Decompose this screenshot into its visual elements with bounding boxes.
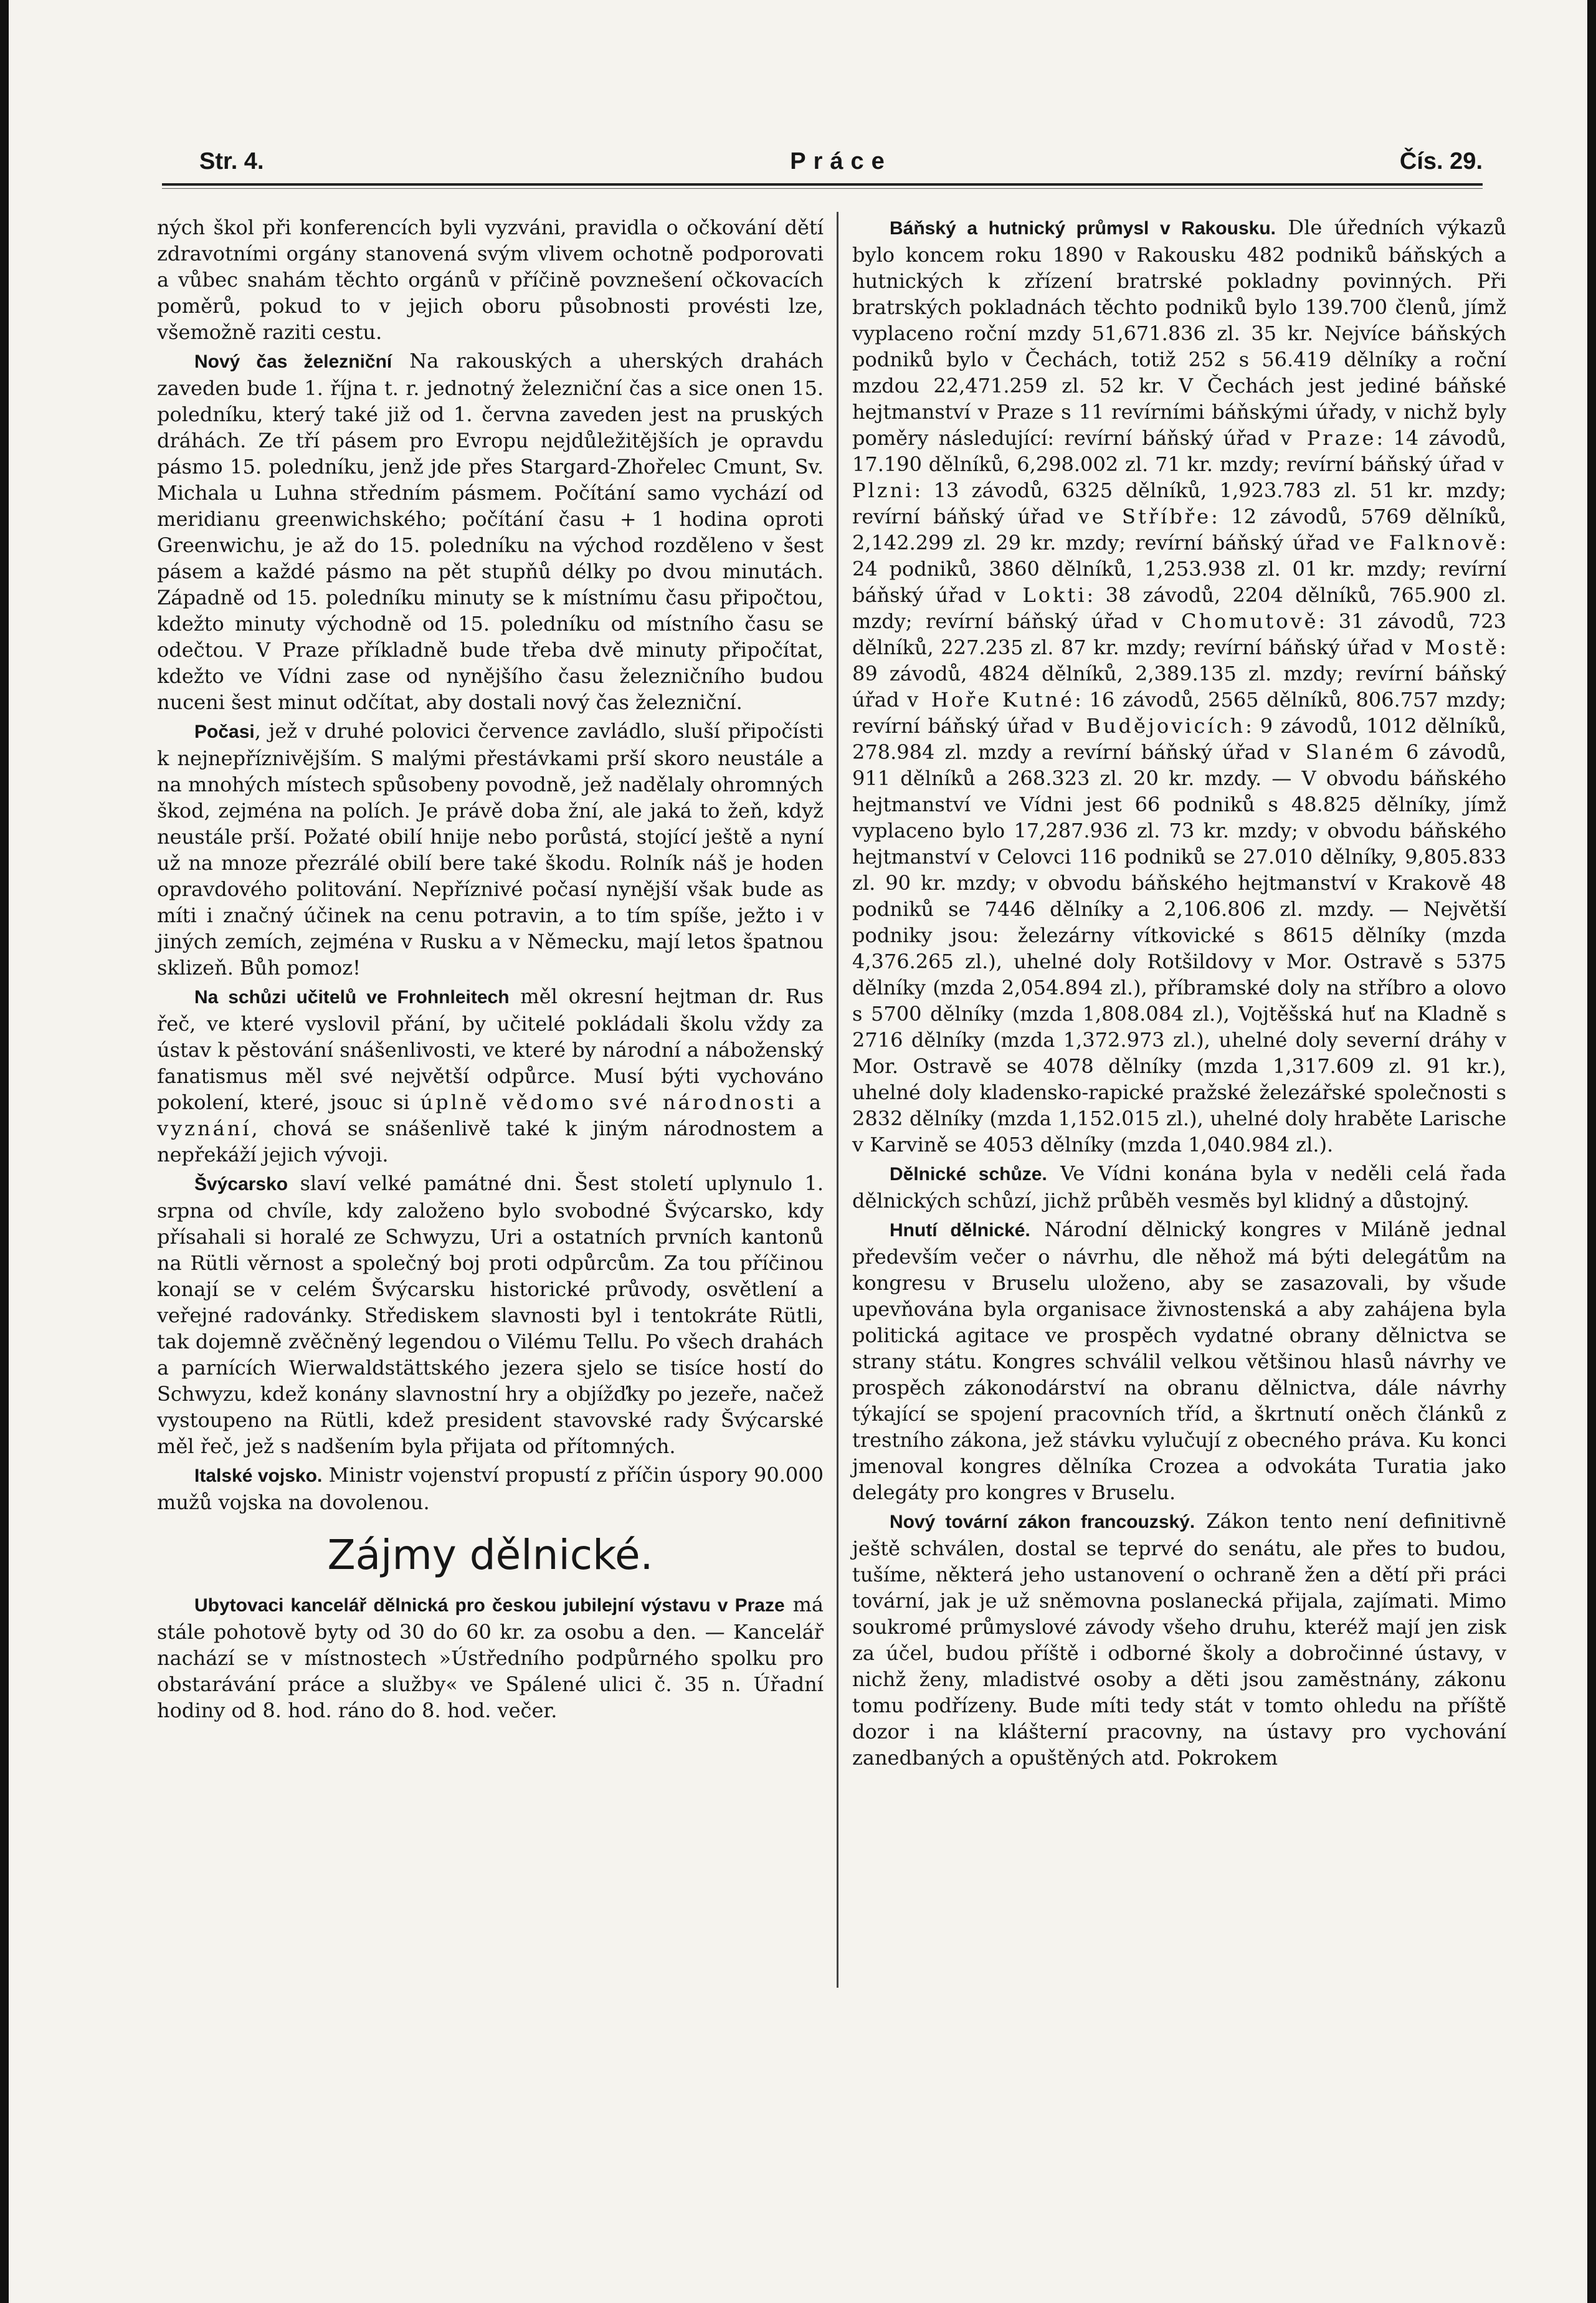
page-number: Str. 4. bbox=[199, 148, 264, 174]
headline: Počasi bbox=[194, 722, 255, 742]
article-italian-army: Italské vojsko. Ministr vojenství propustí z příčin úspory 90.000 mužů vojska na dovolenou. bbox=[157, 1463, 824, 1514]
column-separator bbox=[837, 212, 838, 1988]
right-column bbox=[852, 214, 1506, 1773]
article-teachers-meeting: Na schůzi učitelů ve Frohnleitech měl okresní hejtman dr. Rus řeč, ve které vyslovil přání, by učitelé pokládali školu vždy za ústav k pěstování snášenlivosti, ve které by národní a náboženský fanatismus měl své největší odpůrce. Musí býti vychováno pokolení, které, jsouc si úplně vědomo své národnosti a vyznání, chová se snášenlivě také k jiným národnostem a nepřekáží jejich vývoji. bbox=[157, 985, 824, 1166]
article-accommodation-office: Ubytovaci kancelář dělnická pro českou jubilejní výstavu v Praze má stále pohotově byty od 30 do 60 kr. za osobu a den. — Kancelář nachází se v místnostech »Ústředního podpůrného spolku pro obstarávání práce a služby« ve Spálené ulici č. 35 n. Úřadní hodiny od 8. hod. ráno do 8. hod. večer. bbox=[157, 1593, 824, 1722]
headline: Švýcarsko bbox=[194, 1174, 288, 1194]
article-railway-time: Nový čas železniční Na rakouských a uherských drahách zaveden bude 1. října t. r. jednotný železniční čas a sice onen 15. poledníku, který také již od 1. června zaveden jest na pruských dráhách. Ze tří pásem pro Evropu nejdůležitějších je opravdu pásmo 15. poledníku, jenž jde přes Stargard-Zhořelec Cmunt, Sv. Michala u Luhna středním pásmem. Počítání samo vychází od meridianu greenwichského; počítání času + 1 hodina oproti Greenwichu, je až do 15. poledníku na východ rozděleno v šest pásem a každé pásmo na pět stupňů délky po dvou minutách. Západně od 15. poledníku minuty se k místnímu času připočtou, kdežto minuty východně od 15. poledníku od místního času se odečtou. V Praze příkladně bude třeba dvě minuty připočítat, kdežto ve Vídni zase od nynějšího času železničního budou nuceni šest minut odčítat, aby dostali nový čas železniční. bbox=[157, 349, 824, 714]
headline: Nový čas železniční bbox=[194, 351, 392, 372]
article-workers-meetings: Dělnické schůze. Ve Vídni konána byla v neděli celá řada dělnických schůzí, jichž průběh vesměs byl klidný a důstojný. bbox=[852, 1161, 1507, 1213]
article-weather: Počasi, jež v druhé polovici července zavládlo, sluší připočísti k nejnepříznivějším. S malými přestávkami prší skoro neustále a na mnohých místech spůsobeny povodně, jež nadělaly ohromných škod, zejména na polích. Je právě doba žní, ale jaká to žeň, když neustále prší. Požaté obilí hnije nebo porůstá, stojící ještě a nyní už na mnoze přezrálé obilí bere také škodu. Rolník náš je hoden opravdového politování. Nepříznivé počasí nynější však bude as míti i značný účinek na cenu potravin, a to tím spíše, ježto i v jiných zemích, zejména v Rusku a v Německu, mají letos špatnou sklizeň. Bůh pomoz! bbox=[157, 719, 824, 980]
headline: Hnutí dělnické. bbox=[890, 1220, 1030, 1241]
article-labour-movement: Hnutí dělnické. Národní dělnický kongres v Miláně jednal především večer o návrhu, dle něhož má býti delegátům na kongresu v Bruselu uloženo, aby se zasazovali, by všude upevňována byla organisace živnostenská a aby zahájena byla politická agitace ve prospěch vydatné obrany dělnictva se strany státu. Kongres schválil velkou většinou hlasů návrhy ve prospěch zákonodárství na obranu dělnictva, dále návrhy týkající se spojení pracovních tříd, a škrtnutí oněch článků z trestního zákona, jež stávku vylučují z obecného práva. Ku konci jmenoval kongres dělníka Crozea a odvokáta Turatia jako delegáty pro kongres v Bruselu. bbox=[852, 1218, 1507, 1504]
headline: Ubytovaci kancelář dělnická pro českou jubilejní výstavu v Praze bbox=[194, 1595, 785, 1616]
article-switzerland: Švýcarsko slaví velké památné dni. Šest století uplynulo 1. srpna od chvíle, kdy založeno bylo svobodné Švýcarsko, kdy přísahali si horalé ze Schwyzu, Uri a ostatních prvních kantonů na Rütli věrnost a společný boj proti odpůrcům. Za tou příčinou konají se v celém Švýcarsku historické průvody, osvětlení a veřejné radovánky. Střediskem slavnosti byl i tentokráte Rütli, tak dojemně zvěčněný legendou o Vilému Tellu. Po všech drahách a parnících Wierwaldstättského jezera sjelo se tisíce hostí do Schwyzu, kdež konány slavnostní hry a objížďky po jezeře, načež vystoupeno na Rütli, kdež president stavovské rady Švýcarské měl řeč, jež s nadšením byla přijata od přítomných. bbox=[157, 1171, 824, 1458]
header-rule-thin bbox=[162, 188, 1483, 189]
headline: Na schůzi učitelů ve Frohnleitech bbox=[194, 987, 510, 1008]
headline: Dělnické schůze. bbox=[890, 1164, 1047, 1185]
header-rule bbox=[162, 183, 1483, 186]
article-french-factory-law: Nový tovární zákon francouzský. Zákon tento není definitivně ještě schválen, dostal se teprvé do senátu, ale přes to budou, tušíme, některá jeho ustanovení o ochraně žen a dětí při práci tovární, jak je už sněmovna poslanecká přijala, zajímati. Mimo soukromé průmyslové závody všeho druhu, kteréž mají jen zisk za účel, budou příště i odborné školy a dobročinné ústavy, v nichž ženy, mladistvé osoby a děti jsou zaměstnány, zákonu tomu podřízeny. Bude míti tedy stát v tomto ohledu na příště dozor i na klášterní pracovny, na ústavy pro vychování zanedbaných a opuštěných atd. Pokrokem bbox=[852, 1509, 1506, 1770]
page-header bbox=[199, 148, 1483, 181]
section-title: Zájmy dělnické. bbox=[327, 1531, 653, 1579]
headline: Báňský a hutnický průmysl v Rakousku. bbox=[890, 218, 1276, 239]
article-mining-industry: Báňský a hutnický průmysl v Rakousku. Dle úředních výkazů bylo koncem roku 1890 v Rakousku 482 podniků báňských a hutnických k zřízení bratrské pokladny povinných. Při bratrských pokladnách těchto podniků bylo 139.700 členů, jímž vyplaceno roční mzdy 51,671.836 zl. 35 kr. Nejvíce báňských podniků bylo v Čechách, totiž 252 s 56.419 dělníky a roční mzdou 22,471.259 zl. 52 kr. V Čechách jest jediné báňské hejtmanství v Praze s 11 revírními báňskými úřady, v nichž byly poměry následující: revírní báňský úřad v Praze: 14 závodů, 17.190 dělníků, 6,298.002 zl. 71 kr. mzdy; revírní báňský úřad v Plzni: 13 závodů, 6325 dělníků, 1,923.783 zl. 51 kr. mzdy; revírní báňský úřad ve Stříbře: 12 závodů, 5769 dělníků, 2,142.299 zl. 29 kr. mzdy; revírní báňský úřad ve Falknově: 24 podniků, 3860 dělníků, 1,253.938 zl. 01 kr. mzdy; revírní báňský úřad v Lokti: 38 závodů, 2204 dělníků, 765.900 zl. mzdy; revírní báňský úřad v Chomutově: 31 závodů, 723 dělníků, 227.235 zl. 87 kr. mzdy; revírní báňský úřad v Mostě: 89 závodů, 4824 dělníků, 2,389.135 zl. mzdy; revírní báňský úřad v Hoře Kutné: 16 závodů, 2565 dělníků, 806.757 mzdy; revírní báňský úřad v Budějovicích: 9 závodů, 1012 dělníků, 278.984 zl. mzdy a revírní báňský úřad v Slaném 6 závodů, 911 dělníků a 268.323 zl. 20 kr. mzdy. — V obvodu báňského hejtmanství ve Vídni jest 66 podniků s 48.825 dělníky, jímž vyplaceno bylo 17,287.936 zl. 73 kr. mzdy; v obvodu báňského hejtmanství v Celovci 116 podniků se 27.010 dělníky, 9,805.833 zl. 90 kr. mzdy; v obvodu báňského hejtmanství v Krakově 48 podniků se 7446 dělníky a 2,106.806 zl. mzdy. — Největší podniky jsou: železárny vítkovické s 8615 dělníky (mzda 4,376.265 zl.), uhelné doly Rotšildovy v Mor. Ostravě s 5375 dělníky (mzda 2,054.894 zl.), příbramské doly na stříbro a olovo s 5700 dělníky (mzda 1,808.084 zl.), Vojtěšská huť na Kladně s 2716 dělníky (mzda 1,372.973 zl.), uhelné doly severní dráhy v Mor. Ostravě se 4078 dělníky (mzda 1,317.609 zl. 91 kr.), uhelné doly kladensko-rapické pražské železářské společnosti s 2832 dělníky (mzda 1,152.015 zl.), uhelné doly hraběte Larische v Karvině se 4053 dělníky (mzda 1,040.984 zl.). bbox=[852, 216, 1507, 1156]
left-column bbox=[157, 214, 824, 1726]
newspaper-title: Práce bbox=[790, 148, 892, 174]
headline: Italské vojsko. bbox=[194, 1466, 323, 1486]
issue-number: Čís. 29. bbox=[1399, 148, 1483, 174]
headline: Nový tovární zákon francouzský. bbox=[890, 1512, 1195, 1532]
article-continuation: ných škol při konferencích byli vyzváni, pravidla o očkování dětí zdravotními orgány stanovená svým vlivem ochotně podporovati a vůbec snahám těchto orgánů v příčině povznešení očkovacích poměrů, pokud to v jejich oboru působnosti provésti lze, všemožně raziti cestu. bbox=[157, 216, 824, 344]
